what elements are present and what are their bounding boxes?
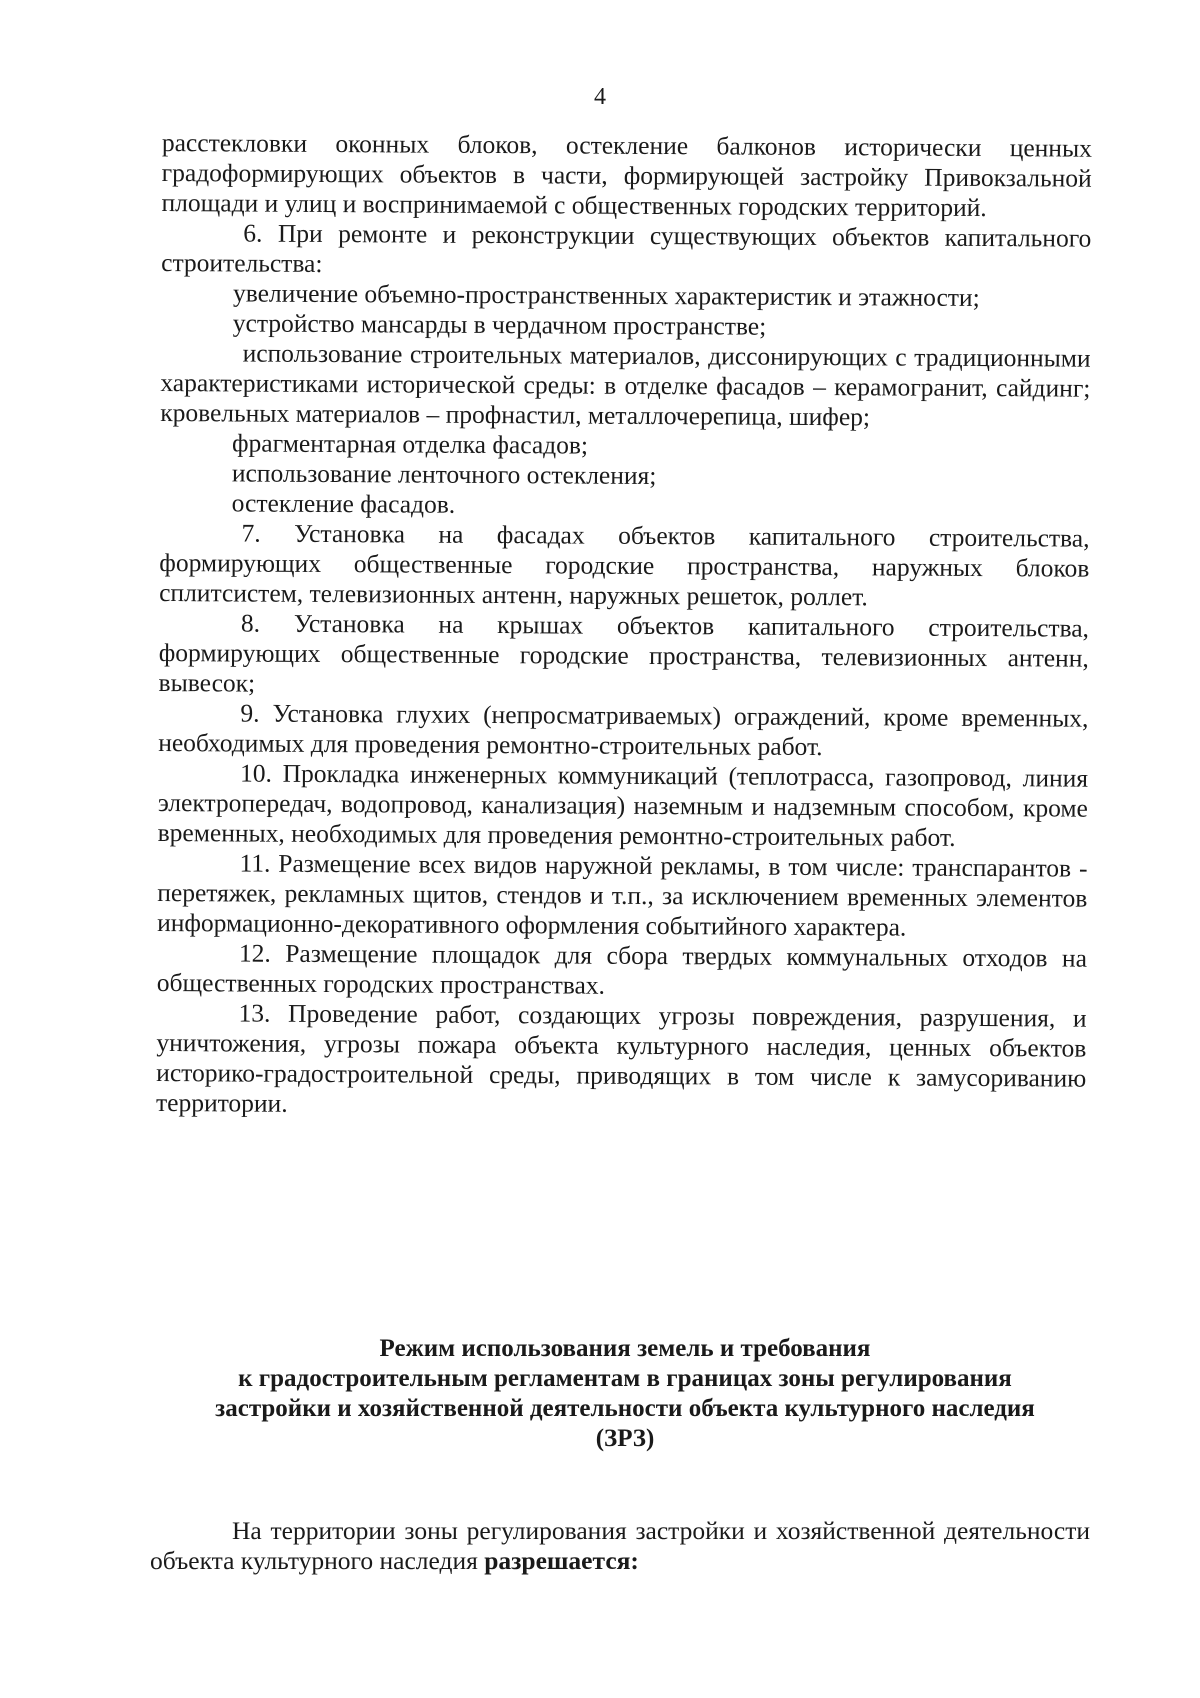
paragraph: 11. Размещение всех видов наружной рекламы, в том числе: транспарантов - перетяжек, рекламных щитов, стендов и т.п., за исключением временных элементов информационно-декоративного оформления событийного характера. <box>157 848 1088 942</box>
heading-line: Режим использования земель и требования <box>379 1335 871 1362</box>
list-item: использование ленточного остекления; <box>231 458 657 491</box>
closing-paragraph <box>150 1516 1090 1576</box>
document-body <box>156 128 1092 1124</box>
page-number: 4 <box>594 84 606 110</box>
list-item: устройство мансарды в чердачном пространстве; <box>232 308 767 341</box>
heading-line: к градостроительным регламентам в границах зоны регулирования <box>238 1365 1012 1392</box>
paragraph: 10. Прокладка инженерных коммуникаций (теплотрасса, газопровод, линия электропередач, водопровод, канализация) наземным и надземным способом, кроме временных, необходимых для проведения ремонтно-строительных работ. <box>157 758 1089 852</box>
paragraph: 13. Проведение работ, создающих угрозы повреждения, разрушения, и уничтожения, угрозы пожара объекта культурного наследия, ценных объектов историко-градостроительной среды, приводящих в том числе к замусориванию территории. <box>155 998 1087 1118</box>
paragraph: 7. Установка на фасадах объектов капитального строительства, формирующих общественные городские пространства, наружных блоков сплитсистем, телевизионных антенн, наружных решеток, роллет. <box>159 518 1090 612</box>
section-heading <box>150 1334 1100 1454</box>
paragraph: использование строительных материалов, диссонирующих с традиционными характеристиками исторической среды: в отделке фасадов – керамогранит, сайдинг; кровельных материалов – профнастил, металлочерепица, шифер; <box>160 338 1091 432</box>
closing-bold-text: разрешается: <box>484 1545 639 1575</box>
heading-line: застройки и хозяйственной деятельности объекта культурного наследия <box>215 1395 1035 1422</box>
paragraph: 9. Установка глухих (непросматриваемых) ограждений, кроме временных, необходимых для проведения ремонтно-строительных работ. <box>158 698 1089 762</box>
paragraph: 12. Размещение площадок для сбора твердых коммунальных отходов на общественных городских пространствах. <box>156 938 1088 1000</box>
list-item: увеличение объемно-пространственных характеристик и этажности; <box>232 278 980 312</box>
paragraph: расстекловки оконных блоков, остекление балконов исторически ценных градоформирующих объектов в части, формирующей застройку Привокзальной площади и улиц и воспринимаемой с общественных городских территорий. <box>161 128 1092 223</box>
heading-line: (ЗРЗ) <box>595 1425 655 1452</box>
list-item: остекление фасадов. <box>231 488 456 519</box>
paragraph: 8. Установка на крышах объектов капитального строительства, формирующих общественные городские пространства, телевизионных антенн, вывесок; <box>158 608 1090 698</box>
closing-text: На территории зоны регулирования застройки и хозяйственной деятельности объекта культурного наследия <box>150 1515 1090 1575</box>
list-item: фрагментарная отделка фасадов; <box>231 428 589 460</box>
paragraph: 6. При ремонте и реконструкции существующих объектов капитального строительства: <box>161 218 1092 278</box>
